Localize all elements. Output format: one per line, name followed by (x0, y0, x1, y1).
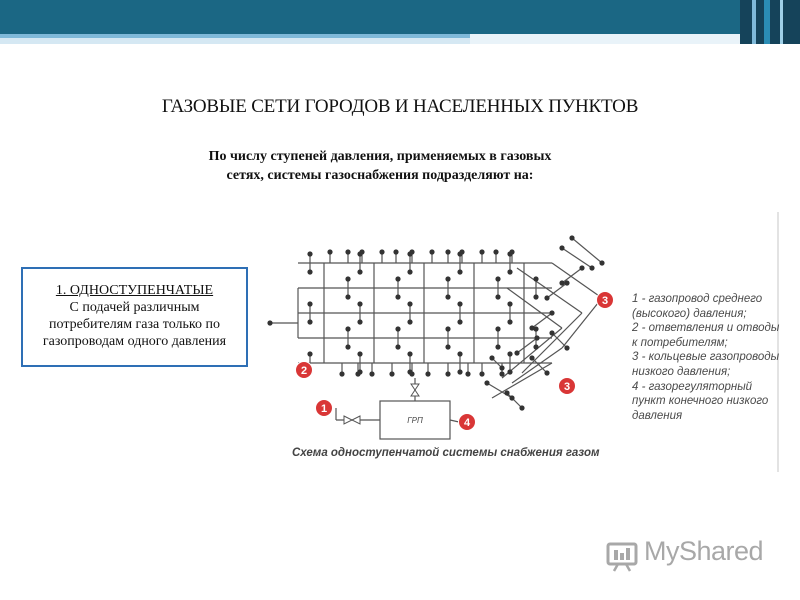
consumer-node (509, 395, 514, 400)
legend-line: 3 - кольцевые газопроводы (632, 351, 780, 364)
legend-line: (высокого) давления; (632, 307, 747, 320)
subtitle-line-1: По числу ступеней давления, применяемых в газовых (208, 149, 552, 164)
slide-title: ГАЗОВЫЕ СЕТИ ГОРОДОВ И НАСЕЛЕННЫХ ПУНКТОВ (161, 96, 639, 117)
consumer-node (507, 351, 512, 356)
consumer-node (479, 371, 484, 376)
consumer-node (504, 390, 509, 395)
consumer-node (267, 320, 272, 325)
consumer-node (389, 371, 394, 376)
consumer-node (379, 249, 384, 254)
consumer-node (345, 249, 350, 254)
consumer-node (395, 344, 400, 349)
consumer-node (457, 301, 462, 306)
consumer-node (395, 326, 400, 331)
legend-line: 2 - ответвления и отводы (632, 322, 780, 335)
legend-line: 4 - газорегуляторный (632, 380, 753, 393)
consumer-node (544, 295, 549, 300)
consumer-node (407, 319, 412, 324)
consumer-node (457, 319, 462, 324)
consumer-node (599, 260, 604, 265)
consumer-node (529, 325, 534, 330)
consumer-node (357, 351, 362, 356)
consumer-node (345, 294, 350, 299)
consumer-node (407, 351, 412, 356)
diagram-legend (632, 292, 782, 423)
consumer-node (307, 319, 312, 324)
pipe-segment (562, 268, 582, 283)
subtitle-line-2: сетях, системы газоснабжения подразделяют на: (226, 168, 534, 183)
consumer-node (533, 344, 538, 349)
consumer-node (559, 280, 564, 285)
pipe-segment (532, 313, 552, 328)
consumer-node (357, 301, 362, 306)
svg-text:2: 2 (300, 365, 308, 377)
consumer-node (425, 371, 430, 376)
consumer-node (459, 249, 464, 254)
consumer-node (345, 276, 350, 281)
consumer-node (457, 369, 462, 374)
consumer-node (507, 369, 512, 374)
single-stage-box (21, 267, 248, 367)
consumer-node (357, 269, 362, 274)
legend-line: низкого давления; (632, 365, 731, 378)
consumer-node (507, 319, 512, 324)
pipe-segment (562, 298, 602, 348)
consumer-node (534, 335, 539, 340)
consumer-node (507, 269, 512, 274)
consumer-node (345, 344, 350, 349)
myshared-logo[interactable] (606, 536, 776, 572)
svg-text:4: 4 (463, 417, 471, 429)
consumer-node (569, 235, 574, 240)
legend-line: к потребителям; (632, 336, 728, 349)
consumer-node (559, 245, 564, 250)
consumer-node (357, 319, 362, 324)
diagram-marker-3 (597, 292, 614, 309)
consumer-node (307, 351, 312, 356)
consumer-node (549, 310, 554, 315)
consumer-node (465, 371, 470, 376)
consumer-node (445, 276, 450, 281)
consumer-node (359, 249, 364, 254)
consumer-node (307, 269, 312, 274)
diagram-caption: Схема одноступенчатой системы снабжения газом (292, 447, 600, 459)
consumer-node (533, 294, 538, 299)
consumer-node (393, 249, 398, 254)
consumer-node (495, 276, 500, 281)
consumer-node (509, 249, 514, 254)
consumer-node (507, 301, 512, 306)
grp-label: ГРП (407, 416, 423, 425)
consumer-node (533, 276, 538, 281)
box-line-1: С подачей различным (69, 300, 200, 315)
consumer-node (484, 380, 489, 385)
pipe-segment (507, 393, 522, 408)
consumer-node (493, 249, 498, 254)
diagram-marker-4 (459, 414, 476, 431)
consumer-node (445, 326, 450, 331)
box-line-3: газопроводам одного давления (42, 334, 227, 349)
consumer-node (395, 294, 400, 299)
consumer-node (499, 365, 504, 370)
consumer-node (479, 249, 484, 254)
consumer-node (499, 371, 504, 376)
consumer-node (519, 405, 524, 410)
consumer-node (457, 269, 462, 274)
consumer-node (409, 371, 414, 376)
legend-line: 1 - газопровод среднего (632, 293, 763, 305)
valve-icon (344, 416, 352, 424)
consumer-node (355, 371, 360, 376)
consumer-node (345, 326, 350, 331)
box-heading: 1. ОДНОСТУПЕНЧАТЫЕ (55, 283, 214, 298)
svg-text:3: 3 (563, 381, 571, 393)
legend-line: пункт конечного низкого (632, 395, 769, 408)
consumer-node (429, 249, 434, 254)
consumer-node (327, 249, 332, 254)
consumer-node (339, 371, 344, 376)
grp-unit (336, 378, 450, 439)
consumer-node (589, 265, 594, 270)
svg-text:1: 1 (320, 403, 328, 415)
legend-line: давления (632, 409, 683, 422)
consumer-node (407, 269, 412, 274)
diagram-marker-3 (559, 378, 576, 395)
consumer-node (445, 344, 450, 349)
consumer-node (489, 355, 494, 360)
consumer-node (544, 370, 549, 375)
consumer-node (369, 371, 374, 376)
consumer-node (407, 301, 412, 306)
consumer-node (445, 249, 450, 254)
consumer-node (514, 350, 519, 355)
consumer-node (495, 326, 500, 331)
box-line-2: потребителям газа только по (49, 317, 220, 332)
logo-icon (606, 538, 640, 572)
consumer-node (307, 251, 312, 256)
consumer-node (579, 265, 584, 270)
pipe-segment (450, 420, 459, 422)
consumer-node (395, 276, 400, 281)
svg-text:3: 3 (601, 295, 609, 307)
logo-text: MyShared (644, 536, 764, 566)
top-decorative-bar (0, 0, 800, 44)
consumer-node (495, 344, 500, 349)
pipe-segment (572, 238, 602, 263)
consumer-node (549, 330, 554, 335)
consumer-node (409, 249, 414, 254)
consumer-node (445, 294, 450, 299)
diagram-marker-1 (316, 400, 333, 417)
slide-subtitle (150, 147, 610, 185)
consumer-node (495, 294, 500, 299)
pipe-segment (487, 383, 512, 398)
consumer-node (564, 280, 569, 285)
consumer-node (564, 345, 569, 350)
consumer-node (529, 355, 534, 360)
consumer-node (457, 351, 462, 356)
diagram-marker-2 (296, 362, 313, 379)
consumer-node (307, 301, 312, 306)
consumer-node (445, 371, 450, 376)
